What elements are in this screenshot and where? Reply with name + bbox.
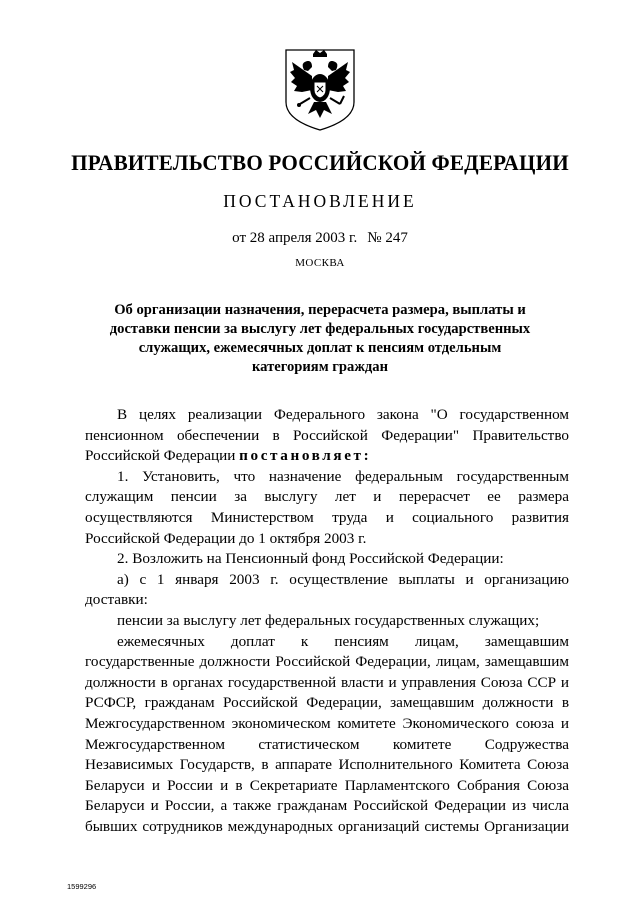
document-date: от 28 апреля 2003 г. (232, 230, 358, 246)
heading-line: Об организации назначения, перерасчета размера, выплаты и (114, 302, 526, 318)
document-type: ПОСТАНОВЛЕНИЕ (223, 191, 417, 211)
clause-1: 1. Установить, что назначение федеральным государственным служащим пенсии за выслугу лет и перерасчет ее размера осуществляются Министерством труда и социального развития Российской Федерации до 1 октября 2003 г. (85, 467, 569, 547)
heading-line: доставки пенсии за выслугу лет федеральных государственных (109, 321, 531, 337)
preamble-paragraph (85, 405, 569, 467)
preamble-text: В целях реализации Федерального закона "О государственном пенсионном обеспечении в Российской Федерации" Правительство Российской Федерации (85, 406, 569, 465)
item-supplements: ежемесячных доплат к пенсиям лицам, замещавшим государственные должности Российской Федерации, лицам, замещавшим должности в органах государственной власти и управления Союза ССР и РСФСР, гражданам Российской Федерации, замещавшим должности в Межгосударственном экономическом комитете Экономического союза и Межгосударственном статистическом комитете Содружества Независимых Государств, в аппарате Исполнительного Комитета Союза Беларуси и России и в Секретариате Парламентского Собрания Союза Беларуси и России, а также гражданам Российской Федерации из числа бывших сотрудников международных организаций системы Организации (85, 632, 569, 835)
document-code: 1599296 (67, 882, 97, 891)
document-heading (100, 301, 540, 377)
document-number: № 247 (367, 230, 408, 246)
coat-of-arms-emblem (278, 44, 362, 132)
issuer-title: ПРАВИТЕЛЬСТВО РОССИЙСКОЙ ФЕДЕРАЦИИ (71, 150, 569, 175)
document-body (85, 405, 569, 837)
city: МОСКВА (295, 257, 345, 269)
heading-line: категориям граждан (251, 359, 389, 375)
clause-2: 2. Возложить на Пенсионный фонд Российской Федерации: (117, 550, 504, 568)
date-number-line (0, 230, 640, 247)
subclause-a: а) с 1 января 2003 г. осуществление выплаты и организацию доставки: (85, 570, 569, 609)
heading-line: служащих, ежемесячных доплат к пенсиям отдельным (138, 340, 502, 356)
double-headed-eagle-icon (278, 44, 362, 132)
item-pension: пенсии за выслугу лет федеральных государственных служащих; (117, 611, 540, 629)
resolves-word: постановляет: (239, 447, 372, 465)
